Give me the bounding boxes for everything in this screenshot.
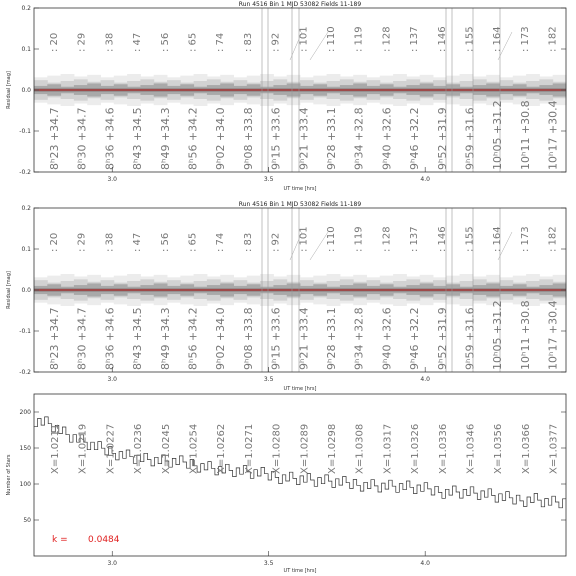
y-tick-label: 50	[23, 517, 31, 524]
coord-label: 9ʰ40 +32.6	[380, 307, 394, 370]
coord-label: 9ʰ59 +31.6	[463, 107, 477, 170]
y-tick-label: 0.0	[21, 287, 31, 294]
y-axis-label: Residual [mag]	[6, 271, 12, 309]
airmass-label: X=1.0317	[382, 423, 394, 474]
y-tick-label: 0.2	[21, 205, 31, 212]
x-tick-label: 3.0	[107, 176, 118, 183]
field-label: : 38	[104, 232, 116, 252]
coord-label: 9ʰ52 +31.9	[435, 307, 449, 370]
coord-label: 8ʰ43 +34.5	[131, 107, 145, 170]
field-label: : 65	[187, 232, 199, 252]
coord-label: 9ʰ46 +32.2	[408, 107, 422, 170]
airmass-label: X=1.0377	[548, 423, 560, 474]
y-tick-label: 0.1	[21, 46, 31, 53]
coord-label: 9ʰ02 +34.0	[214, 107, 228, 170]
airmass-label: X=1.0366	[520, 423, 532, 474]
coord-label: 8ʰ56 +34.2	[186, 107, 200, 170]
coord-label: 9ʰ34 +32.8	[352, 107, 366, 170]
coord-label: 9ʰ46 +32.2	[408, 307, 422, 370]
field-label: : 92	[270, 232, 282, 252]
field-label: : 20	[49, 232, 60, 252]
y-tick-label: 100	[19, 481, 31, 488]
coord-label: 9ʰ52 +31.9	[435, 107, 449, 170]
field-label: : 146	[436, 26, 448, 52]
x-tick-label: 3.5	[263, 560, 274, 567]
field-label: : 56	[159, 232, 171, 252]
coord-label: 8ʰ23 +34.7	[48, 307, 61, 370]
coord-label: 8ʰ36 +34.6	[103, 107, 117, 170]
field-label: : 155	[464, 26, 476, 52]
field-label: : 29	[76, 232, 88, 252]
coord-label: 8ʰ30 +34.7	[75, 307, 89, 370]
airmass-label: X=1.0326	[410, 423, 422, 474]
x-axis-label: UT time [hrs]	[283, 186, 317, 192]
coord-label: 9ʰ28 +33.1	[325, 307, 338, 370]
coord-label: 8ʰ36 +34.6	[103, 307, 117, 370]
coord-label: 9ʰ02 +34.0	[214, 307, 228, 370]
y-tick-label: 200	[19, 409, 31, 416]
field-label: : 38	[104, 32, 116, 52]
airmass-label: X=1.0236	[133, 423, 145, 474]
field-label: : 92	[270, 32, 282, 52]
k-value: 0.0484	[88, 535, 120, 545]
x-tick-label: 4.0	[420, 560, 430, 567]
coord-label: 8ʰ23 +34.7	[48, 107, 61, 170]
field-label: : 128	[381, 226, 393, 252]
k-label: k =	[52, 535, 68, 545]
field-label: : 182	[547, 26, 559, 52]
field-label: : 173	[519, 226, 531, 252]
field-label: : 182	[547, 226, 559, 252]
coord-label: 9ʰ34 +32.8	[352, 307, 366, 370]
coord-label: 9ʰ21 +33.4	[297, 307, 311, 370]
coord-label: 10ʰ11 +30.8	[518, 300, 532, 370]
x-tick-label: 4.0	[420, 176, 430, 183]
y-tick-label: 0.1	[21, 246, 31, 253]
field-label: : 146	[436, 226, 448, 252]
x-tick-label: 3.5	[263, 176, 274, 183]
field-label: : 119	[353, 226, 365, 252]
x-tick-label: 3.0	[107, 376, 118, 383]
chart-title: Run 4516 Bin 1 MJD 53082 Fields 11-189	[238, 201, 362, 208]
field-label: : 74	[215, 32, 227, 52]
field-label: : 137	[409, 226, 421, 252]
airmass-label: X=1.0308	[354, 423, 366, 474]
coord-label: 8ʰ49 +34.3	[158, 107, 172, 170]
airmass-label: X=1.0289	[299, 423, 311, 474]
coord-label: 10ʰ11 +30.8	[518, 100, 532, 170]
coord-label: 10ʰ17 +30.4	[546, 100, 560, 170]
star-count-panel	[6, 394, 566, 574]
field-label: : 47	[132, 232, 144, 252]
airmass-label: X=1.0271	[243, 423, 255, 474]
coord-label: 9ʰ59 +31.6	[463, 307, 477, 370]
coord-label: 10ʰ05 +31.2	[491, 300, 505, 370]
field-label: : 110	[326, 226, 337, 252]
field-label: : 101	[298, 226, 310, 252]
field-label: : 164	[492, 226, 504, 252]
y-tick-label: -0.2	[19, 169, 31, 176]
coord-label: 9ʰ15 +33.6	[269, 307, 283, 370]
field-label: : 110	[326, 26, 337, 52]
field-label: : 65	[187, 32, 199, 52]
coord-label: 9ʰ15 +33.6	[269, 107, 283, 170]
airmass-label: X=1.0227	[105, 423, 117, 474]
airmass-label: X=1.0346	[465, 423, 477, 474]
y-tick-label: 150	[19, 445, 31, 452]
x-tick-label: 3.0	[107, 560, 118, 567]
coord-label: 9ʰ40 +32.6	[380, 107, 394, 170]
airmass-label: X=1.0356	[493, 423, 505, 474]
y-tick-label: -0.1	[19, 328, 31, 335]
chart-title: Run 4516 Bin 1 MJD 53082 Fields 11-189	[238, 1, 362, 8]
airmass-label: X=1.0211	[50, 423, 61, 474]
coord-label: 9ʰ08 +33.8	[241, 107, 255, 170]
coord-label: 9ʰ08 +33.8	[241, 307, 255, 370]
y-tick-label: 0.2	[21, 5, 31, 12]
coord-label: 9ʰ21 +33.4	[297, 107, 311, 170]
field-label: : 83	[242, 32, 254, 52]
airmass-label: X=1.0219	[77, 423, 89, 474]
x-tick-label: 4.0	[420, 376, 430, 383]
field-label: : 101	[298, 26, 310, 52]
field-label: : 128	[381, 26, 393, 52]
residual-panel-middle	[6, 201, 567, 392]
field-label: : 155	[464, 226, 476, 252]
field-label: : 20	[49, 32, 60, 52]
field-label: : 29	[76, 32, 88, 52]
x-tick-label: 3.5	[263, 376, 274, 383]
field-label: : 173	[519, 26, 531, 52]
field-label: : 119	[353, 26, 365, 52]
airmass-label: X=1.0254	[188, 423, 200, 474]
residual-panel-top	[6, 1, 567, 192]
coord-label: 10ʰ17 +30.4	[546, 300, 560, 370]
y-tick-label: -0.1	[19, 128, 31, 135]
field-label: : 74	[215, 232, 227, 252]
field-label: : 83	[242, 232, 254, 252]
field-label: : 164	[492, 26, 504, 52]
x-axis-label: UT time [hrs]	[283, 568, 317, 574]
field-label: : 137	[409, 26, 421, 52]
airmass-label: X=1.0336	[437, 423, 449, 474]
plot-frame	[34, 394, 566, 556]
y-axis-label: Residual [mag]	[6, 71, 12, 109]
y-axis-label: Number of Stars	[6, 454, 12, 496]
airmass-label: X=1.0245	[160, 423, 172, 474]
airmass-label: X=1.0262	[216, 423, 228, 474]
y-tick-label: 0.0	[21, 87, 31, 94]
coord-label: 10ʰ05 +31.2	[491, 100, 505, 170]
coord-label: 8ʰ56 +34.2	[186, 307, 200, 370]
y-tick-label: -0.2	[19, 369, 31, 376]
field-label: : 47	[132, 32, 144, 52]
coord-label: 9ʰ28 +33.1	[325, 107, 338, 170]
airmass-label: X=1.0298	[327, 423, 338, 474]
airmass-label: X=1.0280	[271, 423, 283, 474]
coord-label: 8ʰ49 +34.3	[158, 307, 172, 370]
field-label: : 56	[159, 32, 171, 52]
x-axis-label: UT time [hrs]	[283, 386, 317, 392]
coord-label: 8ʰ30 +34.7	[75, 107, 89, 170]
coord-label: 8ʰ43 +34.5	[131, 307, 145, 370]
